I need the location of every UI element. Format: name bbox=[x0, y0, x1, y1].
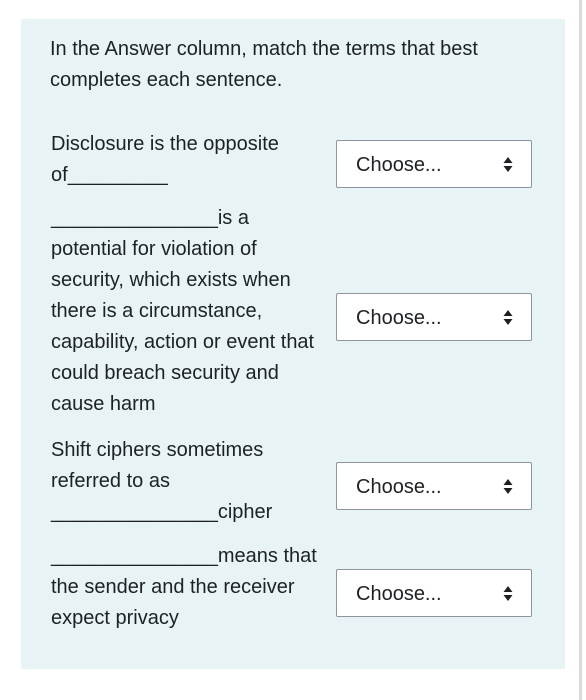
chevron-up-down-icon bbox=[503, 585, 513, 602]
question-4-rest: the sender and the receiver expect privacy bbox=[51, 576, 295, 629]
question-3-text bbox=[51, 435, 321, 528]
question-1-answer-select[interactable] bbox=[336, 140, 532, 188]
question-2-answer-select[interactable] bbox=[336, 293, 532, 341]
question-3-answer-select[interactable] bbox=[336, 462, 532, 510]
question-3-after-blank: cipher bbox=[217, 501, 273, 523]
question-1-blank: _________ bbox=[67, 164, 168, 186]
question-1-line2-prefix: of bbox=[51, 164, 68, 186]
question-3-line2: referred to as bbox=[51, 470, 170, 492]
question-3-select-value: Choose... bbox=[356, 476, 442, 498]
question-2-rest: potential for violation of security, which exists when there is a circumstance, capability, action or event that could breach security and cause harm bbox=[51, 238, 315, 415]
question-1-text bbox=[51, 129, 321, 191]
chevron-up-down-icon bbox=[503, 478, 513, 495]
chevron-up-down-icon bbox=[503, 156, 513, 173]
question-4-select-value: Choose... bbox=[356, 583, 442, 605]
question-4-blank: _______________ bbox=[51, 545, 218, 567]
question-4-after-blank: means that bbox=[217, 545, 317, 567]
question-4-answer-select[interactable] bbox=[336, 569, 532, 617]
question-3-line1: Shift ciphers sometimes bbox=[51, 439, 264, 461]
question-1-select-value: Choose... bbox=[356, 154, 442, 176]
chevron-up-down-icon bbox=[503, 309, 513, 326]
question-3-blank: _______________ bbox=[51, 501, 218, 523]
question-2-text bbox=[51, 203, 316, 420]
question-2-select-value: Choose... bbox=[356, 307, 442, 329]
question-1-line1: Disclosure is the opposite bbox=[51, 133, 279, 155]
question-instruction: In the Answer column, match the terms that best completes each sentence. bbox=[50, 38, 478, 91]
question-2-after-blank: is a bbox=[217, 207, 249, 229]
page-edge-divider bbox=[579, 0, 582, 700]
question-2-blank: _______________ bbox=[51, 207, 218, 229]
question-4-text bbox=[51, 541, 326, 634]
